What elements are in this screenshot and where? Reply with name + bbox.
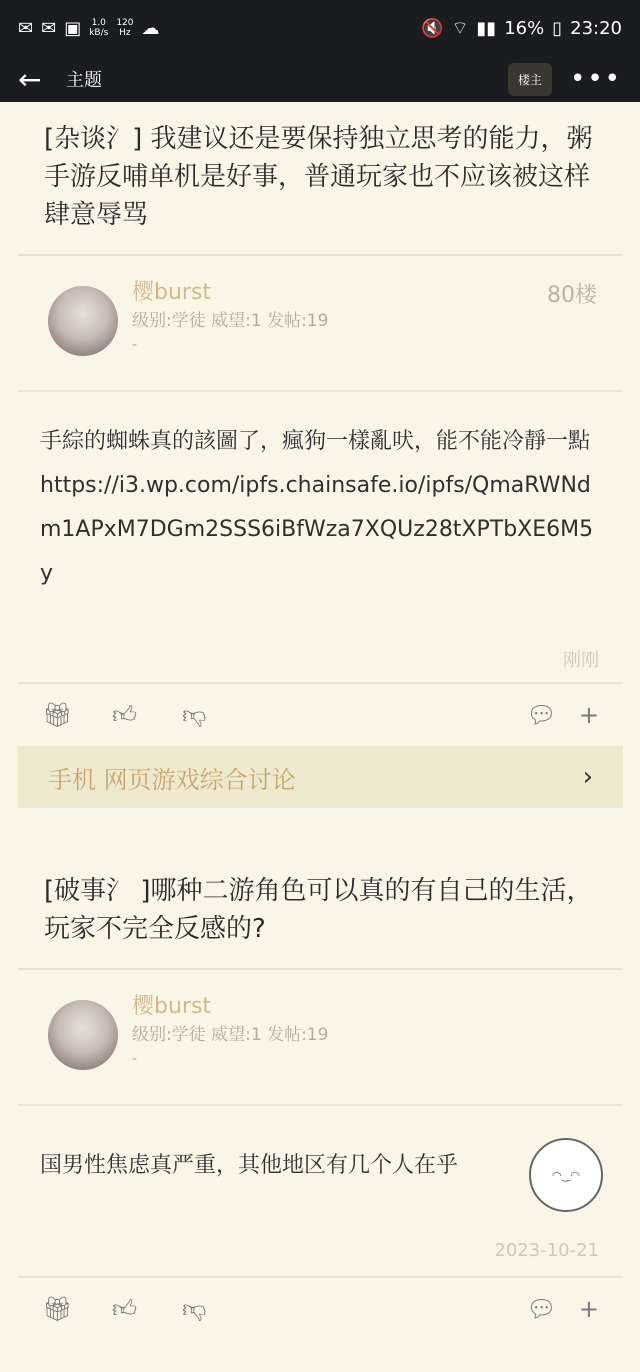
refresh-rate: 120 Hz: [116, 18, 134, 38]
app-bar: [0, 56, 640, 102]
sticker-image: ◠‿◠: [529, 1138, 603, 1212]
mail-icon: ✉: [41, 17, 57, 39]
plus-icon[interactable]: +: [578, 701, 599, 729]
post-actions: [18, 682, 623, 746]
forum-section-link[interactable]: [18, 746, 623, 808]
post-time: 2023-10-21: [494, 1240, 599, 1261]
more-icon[interactable]: •••: [569, 64, 622, 94]
user-signature: -: [132, 337, 138, 353]
thread-card: [18, 860, 623, 1340]
thumbs-down-icon[interactable]: 👎︎: [182, 1294, 207, 1323]
thumbs-up-icon[interactable]: 👍︎: [112, 700, 138, 729]
post-link[interactable]: https://i3.wp.com/ipfs.chainsafe.io/ipfs/QmaRWNdm1APxM7DGm2SSS6iBfWza7XQUz28tXPTbXE6M5y: [40, 473, 594, 586]
mail-icon: ✉: [18, 17, 34, 39]
post-text: 手綜的蜘蛛真的該圖了，瘋狗一樣亂吠，能不能冷靜一點: [40, 429, 591, 454]
post-header: [18, 970, 623, 1106]
username[interactable]: 樱burst: [132, 280, 212, 305]
post-actions: [18, 1276, 623, 1340]
thread-card: [18, 108, 623, 808]
status-bar: [0, 0, 640, 56]
wifi-icon: ⌔: [451, 17, 469, 39]
page-title: 主题: [66, 70, 102, 91]
floor-number: 80楼: [547, 283, 597, 308]
post-text: 国男性焦虑真严重，其他地区有几个人在乎: [40, 1153, 459, 1178]
image-icon: ▣: [64, 17, 82, 39]
user-meta: 级别:学徒 威望:1 发帖:19: [132, 311, 329, 331]
username[interactable]: 樱burst: [132, 994, 212, 1019]
back-arrow-icon[interactable]: ←: [18, 62, 42, 96]
user-signature: -: [132, 1051, 138, 1067]
gift-icon[interactable]: 🎁︎: [42, 1295, 73, 1323]
clock: 23:20: [570, 17, 622, 39]
thumbs-down-icon[interactable]: 👎︎: [182, 700, 207, 729]
thread-title[interactable]: [杂谈氵] 我建议还是要保持独立思考的能力，粥手游反哺单机是好事，普通玩家也不应该被这样肆意辱骂: [18, 108, 623, 256]
post-header: [18, 256, 623, 392]
comment-icon[interactable]: 💬︎: [526, 1295, 557, 1323]
user-meta: 级别:学徒 威望:1 发帖:19: [132, 1025, 329, 1045]
chevron-right-icon: ›: [582, 762, 593, 792]
owner-only-button[interactable]: 楼主: [508, 63, 552, 96]
network-speed: 1.0 kB/s: [89, 18, 109, 38]
battery-icon: ▯: [552, 17, 563, 39]
gift-icon[interactable]: 🎁︎: [42, 701, 73, 729]
signal-icon: ▮▮: [476, 17, 497, 39]
mute-icon: 🔇: [421, 17, 444, 39]
post-content: [18, 392, 623, 596]
post-time: 刚刚: [563, 650, 599, 671]
avatar[interactable]: [48, 286, 118, 356]
plus-icon[interactable]: +: [578, 1295, 599, 1323]
battery-percent: 16%: [504, 17, 545, 39]
comment-icon[interactable]: 💬︎: [526, 701, 557, 729]
thread-title[interactable]: [破事氵 ]哪种二游角色可以真的有自己的生活，玩家不完全反感的?: [18, 860, 623, 970]
avatar[interactable]: [48, 1000, 118, 1070]
section-name: 手机 网页游戏综合讨论: [48, 765, 296, 794]
thumbs-up-icon[interactable]: 👍︎: [112, 1294, 138, 1323]
cloud-icon: ☁: [141, 17, 160, 39]
